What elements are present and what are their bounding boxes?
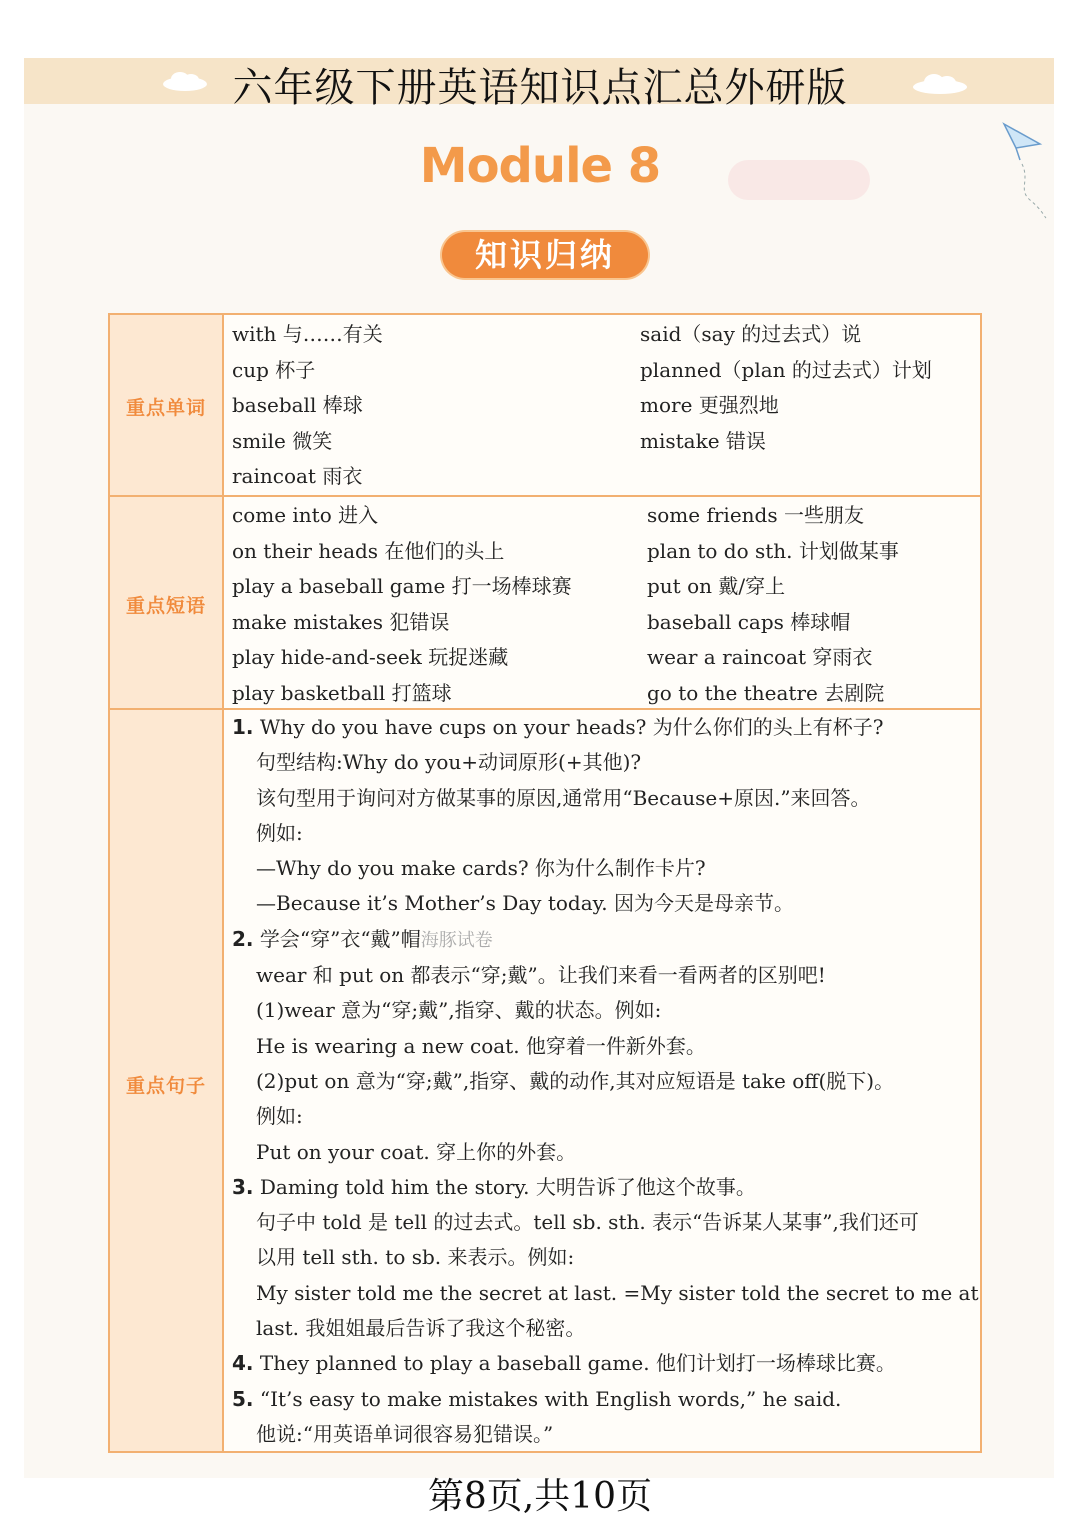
page-number: 第8页,共10页 [427,1476,653,1517]
phrase-item: on their heads 在他们的头上 [232,538,505,563]
sentence-line: wear 和 put on 都表示“穿;戴”。让我们来看一看两者的区别吧! [256,963,826,988]
sentence-line: 以用 tell sth. to sb. 来表示。例如: [256,1245,575,1270]
word-item: planned（plan 的过去式）计划 [640,357,932,382]
sentence-line: 4. They planned to play a baseball game. 他们计划打一场棒球比赛。 [232,1351,896,1376]
sentence-line: 句型结构:Why do you+动词原形(+其他)? [256,750,642,775]
phrase-item: wear a raincoat 穿雨衣 [647,645,873,669]
sentences-body [232,710,980,1452]
watermark: 海豚试卷 [420,929,493,951]
sentence-line: 他说:“用英语单词很容易犯错误。” [256,1421,554,1446]
phrases-right [647,498,899,711]
sentence-line: He is wearing a new coat. 他穿着一件新外套。 [256,1033,706,1058]
phrase-item: baseball caps 棒球帽 [647,609,851,634]
word-item: said（say 的过去式）说 [640,322,862,346]
sentence-line: 1. Why do you have cups on your heads? 为什么你们的头上有杯子? [232,715,884,739]
sentence-line: —Because it’s Mother’s Day today. 因为今天是母亲节。 [256,891,794,916]
phrase-item: make mistakes 犯错误 [232,609,450,634]
word-item: cup 杯子 [232,357,316,382]
words-label: 重点单词 [125,397,206,419]
sentence-line: 例如: [256,1104,303,1129]
phrase-item: play a baseball game 打一场棒球赛 [232,574,572,598]
section-badge: 知识归纳 [442,232,648,278]
item-number: 2. [232,926,254,951]
phrases-label: 重点短语 [125,595,206,617]
sentence-line: My sister told me the secret at last. =My sister told the secret to me at [256,1280,979,1305]
word-item: smile 微笑 [232,428,333,453]
phrase-item: plan to do sth. 计划做某事 [647,538,899,563]
sentence-line: Put on your coat. 穿上你的外套。 [256,1139,577,1164]
knowledge-table [108,313,982,1453]
words-right [640,317,932,459]
page-title: 六年级下册英语知识点汇总外研版 [232,65,848,111]
sentence-line: (2)put on 意为“穿;戴”,指穿、戴的动作,其对应短语是 take off(脱下)。 [256,1068,895,1093]
sentence-line: 该句型用于询问对方做某事的原因,通常用“Because+原因.”来回答。 [256,785,871,810]
sentence-line: 2. 学会“穿”衣“戴”帽海豚试卷 [232,926,493,951]
phrases-left [232,498,572,711]
sentence-line: 3. Daming told him the story. 大明告诉了他这个故事。 [232,1174,756,1199]
sentence-line: —Why do you make cards? 你为什么制作卡片? [256,856,706,881]
phrase-item: come into 进入 [232,503,379,527]
item-number: 1. [232,715,254,739]
word-item: with 与……有关 [232,322,383,346]
module-heading: Module 8 [419,138,661,194]
phrase-item: some friends 一些朋友 [647,503,864,527]
sentence-line: 5. “It’s easy to make mistakes with English words,” he said. [232,1386,842,1411]
words-left [232,317,383,495]
word-item: mistake 错误 [640,428,766,453]
item-number: 3. [232,1174,254,1199]
phrase-item: go to the theatre 去剧院 [647,680,885,705]
word-item: raincoat 雨衣 [232,464,363,488]
item-number: 5. [232,1386,254,1411]
sentences-label: 重点句子 [125,1075,206,1097]
word-item: more 更强烈地 [640,393,779,417]
word-item: baseball 棒球 [232,393,363,417]
phrase-item: play hide-and-seek 玩捉迷藏 [232,645,509,669]
sentence-line: 例如: [256,820,303,845]
phrase-item: play basketball 打篮球 [232,680,452,705]
label-column [110,315,224,1451]
sentence-line: 句子中 told 是 tell 的过去式。tell sb. sth. 表示“告诉某人某事”,我们还可 [256,1210,919,1235]
sentence-line: last. 我姐姐最后告诉了我这个秘密。 [256,1316,586,1341]
item-number: 4. [232,1351,254,1376]
phrase-item: put on 戴/穿上 [647,574,786,598]
sentence-line: (1)wear 意为“穿;戴”,指穿、戴的状态。例如: [256,998,662,1023]
section-divider [110,495,980,497]
